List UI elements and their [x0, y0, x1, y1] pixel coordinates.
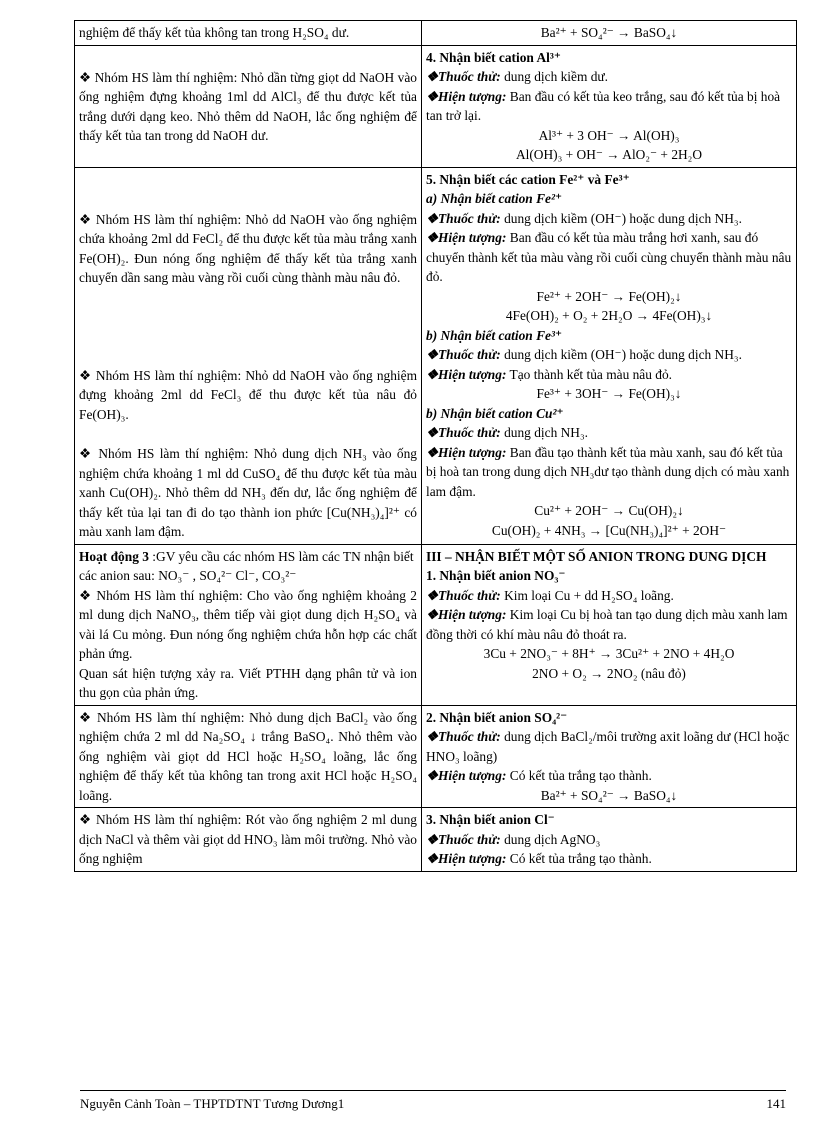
reagent-label: ❖Thuốc thử: — [426, 729, 501, 744]
phenomenon-line — [426, 766, 792, 786]
section-title: 5. Nhận biết các cation Fe²⁺ và Fe³⁺ — [426, 171, 630, 187]
phenomenon-line — [426, 605, 792, 644]
left-cell — [75, 544, 422, 705]
phenomenon-label: ❖Hiện tượng: — [426, 768, 507, 783]
right-cell — [422, 21, 797, 46]
paragraph: ❖ Nhóm HS làm thí nghiệm: Nhỏ dung dịch BaCl₂ vào ống nghiệm chứa 2 ml dd Na₂SO₄ ↓ trắng BaSO₄. Nhỏ thêm vào ống nghiệm vài giọt dd HCl hoặc H₂SO₄ loãng, lắc ống nghiệm để thấy kết tủa không tan trong axit HCl hoặc H₂SO₄ loãng. — [79, 709, 417, 803]
equation: Cu²⁺ + 2OH⁻ → Cu(OH)₂↓ — [534, 503, 684, 518]
subsection-title: b) Nhận biết cation Fe³⁺ — [426, 327, 563, 343]
equation: 3Cu + 2NO₃⁻ + 8H⁺ → 3Cu²⁺ + 2NO + 4H₂O — [483, 646, 735, 661]
subsection-title: b) Nhận biết cation Cu²⁺ — [426, 405, 564, 421]
reagent-text: Kim loại Cu + dd H₂SO₄ loãng. — [504, 587, 674, 603]
phenomenon-text: Ban đầu có kết tủa màu trắng hơi xanh, sau đó chuyển thành kết tủa màu vàng rồi cuối cùng chuyển thành màu nâu đỏ. — [426, 230, 792, 284]
reagent-label: ❖Thuốc thử: — [426, 831, 501, 847]
equation: Al³⁺ + 3 OH⁻ → Al(OH)₃ — [538, 127, 680, 143]
right-cell — [422, 705, 797, 808]
equation: 4Fe(OH)₂ + O₂ + 2H₂O → 4Fe(OH)₃↓ — [505, 308, 713, 323]
content-table — [74, 20, 797, 872]
equation: Al(OH)₃ + OH⁻ → AlO₂⁻ + 2H₂O — [515, 147, 703, 162]
reagent-text: dung dịch kiềm (OH⁻) hoặc dung dịch NH₃. — [504, 210, 742, 226]
reagent-line — [426, 423, 792, 443]
phenomenon-text: Có kết tủa trắng tạo thành. — [509, 851, 652, 866]
left-cell — [75, 21, 422, 46]
paragraph: ❖ Nhóm HS làm thí nghiệm: Nhỏ dd NaOH vào ống nghiệm đựng khoảng 2ml dd FeCl₃ để thu được kết tủa nâu đỏ Fe(OH)₃. — [79, 367, 417, 422]
phenomenon-label: ❖Hiện tượng: — [426, 444, 507, 460]
phenomenon-line — [426, 443, 792, 502]
reagent-label: ❖Thuốc thử: — [426, 347, 501, 362]
subsection-title: 1. Nhận biết anion NO₃⁻ — [426, 568, 566, 583]
reagent-text: dung dịch kiềm (OH⁻) hoặc dung dịch NH₃. — [504, 347, 742, 362]
left-cell — [75, 167, 422, 544]
reagent-line — [426, 345, 792, 365]
paragraph: Quan sát hiện tượng xảy ra. Viết PTHH dạng phân tử và ion thu gọn của phản ứng. — [79, 665, 417, 700]
equation: Fe²⁺ + 2OH⁻ → Fe(OH)₂↓ — [536, 288, 682, 304]
reagent-line — [426, 727, 792, 766]
activity-line — [79, 547, 417, 586]
activity-label: Hoạt động 3 — [79, 548, 149, 564]
phenomenon-label: ❖Hiện tượng: — [426, 230, 507, 245]
left-cell — [75, 705, 422, 808]
phenomenon-line — [426, 87, 792, 126]
section-title: III – NHẬN BIẾT MỘT SỐ ANION TRONG DUNG DỊCH — [426, 548, 767, 564]
phenomenon-line — [426, 849, 792, 869]
table-row — [75, 808, 797, 872]
right-cell — [422, 544, 797, 705]
equation: Ba²⁺ + SO₄²⁻ → BaSO₄↓ — [540, 25, 678, 40]
phenomenon-line — [426, 365, 792, 385]
subsection-title: a) Nhận biết cation Fe²⁺ — [426, 191, 563, 206]
paragraph: nghiệm để thấy kết tủa không tan trong H₂SO₄ dư. — [79, 25, 350, 40]
reagent-text: dung dịch kiềm dư. — [504, 69, 609, 84]
phenomenon-text: Ban đầu có kết tủa keo trắng, sau đó kết tủa bị hoà tan trở lại. — [426, 88, 781, 123]
reagent-label: ❖Thuốc thử: — [426, 69, 501, 84]
phenomenon-text: Tạo thành kết tủa màu nâu đỏ. — [509, 366, 673, 382]
table-row — [75, 167, 797, 544]
table-row — [75, 45, 797, 167]
reagent-label: ❖Thuốc thử: — [426, 587, 501, 603]
reagent-line — [426, 67, 792, 87]
table-row — [75, 544, 797, 705]
right-cell — [422, 45, 797, 167]
right-cell — [422, 167, 797, 544]
subsection-title: 3. Nhận biết anion Cl⁻ — [426, 812, 555, 827]
page-number: 141 — [766, 1096, 786, 1111]
phenomenon-line — [426, 228, 792, 287]
phenomenon-label: ❖Hiện tượng: — [426, 366, 507, 382]
left-cell — [75, 808, 422, 872]
equation: Cu(OH)₂ + 4NH₃ → [Cu(NH₃)₄]²⁺ + 2OH⁻ — [491, 522, 727, 538]
table-row — [75, 705, 797, 808]
reagent-text: dung dịch AgNO₃ — [504, 831, 601, 847]
reagent-text: dung dịch NH₃. — [504, 425, 588, 440]
activity-text: :GV yêu cầu các nhóm HS làm các TN nhận biết các anion sau: NO₃⁻ , SO₄²⁻ Cl⁻, CO₃²⁻ — [79, 548, 414, 583]
table-row — [75, 21, 797, 46]
reagent-label: ❖Thuốc thử: — [426, 425, 501, 440]
phenomenon-text: Có kết tủa trắng tạo thành. — [509, 768, 652, 783]
paragraph: ❖ Nhóm HS làm thí nghiệm: Rót vào ống nghiệm 2 ml dung dịch NaCl và thêm vài giọt dd HNO₃ làm môi trường. Nhỏ vào ống nghiệm — [79, 812, 417, 866]
paragraph: ❖ Nhóm HS làm thí nghiệm: Nhỏ dd NaOH vào ống nghiệm chứa khoảng 2ml dd FeCl₂ để thu được kết tủa màu trắng xanh Fe(OH)₂. Đun nóng ống nghiệm để thấy kết tủa trắng xanh chuyển dần sang màu vàng rồi cuối cùng thành màu nâu đỏ. — [79, 211, 417, 285]
equation: Fe³⁺ + 3OH⁻ → Fe(OH)₃↓ — [536, 386, 682, 401]
phenomenon-label: ❖Hiện tượng: — [426, 607, 507, 622]
equation: 2NO + O₂ → 2NO₂ (nâu đỏ) — [532, 665, 686, 681]
reagent-label: ❖Thuốc thử: — [426, 210, 501, 226]
page-footer — [80, 1090, 786, 1111]
paragraph: ❖ Nhóm HS làm thí nghiệm: Cho vào ống nghiệm khoảng 2 ml dung dịch NaNO₃, thêm tiếp vài giọt dung dịch H₂SO₄ và vài lá Cu mỏng. Đun nóng ống nghiệm chứa hỗn hợp các chất phản ứng. — [79, 587, 417, 661]
section-title: 4. Nhận biết cation Al³⁺ — [426, 49, 561, 65]
phenomenon-label: ❖Hiện tượng: — [426, 851, 507, 866]
subsection-title: 2. Nhận biết anion SO₄²⁻ — [426, 709, 568, 725]
right-cell — [422, 808, 797, 872]
footer-author: Nguyễn Cảnh Toàn – THPTDTNT Tương Dương1 — [80, 1096, 345, 1111]
reagent-text: dung dịch BaCl₂/môi trường axit loãng dư (HCl hoặc HNO₃ loãng) — [426, 729, 790, 764]
phenomenon-text: Kim loại Cu bị hoà tan tạo dung dịch màu xanh lam đồng thời có khí màu nâu đỏ thoát ra. — [426, 607, 788, 642]
equation: Ba²⁺ + SO₄²⁻ → BaSO₄↓ — [540, 787, 678, 803]
phenomenon-text: Ban đầu tạo thành kết tủa màu xanh, sau đó kết tủa bị hoà tan trong dung dịch NH₃dư tạo thành dung dịch có màu xanh lam đậm. — [426, 444, 790, 499]
reagent-line — [426, 586, 792, 606]
paragraph: ❖ Nhóm HS làm thí nghiệm: Nhỏ dung dịch NH₃ vào ống nghiệm chứa khoảng 1 ml dd CuSO₄ để thu được kết tủa màu xanh Cu(OH)₂. Nhỏ thêm dd NH₃ đến dư, lắc ống nghiệm để thấy kết tủa lại tan đi do tạo thành ion phức [Cu(NH₃)₄]²⁺ có màu xanh lam đậm. — [79, 446, 417, 539]
paragraph: ❖ Nhóm HS làm thí nghiệm: Nhỏ dần từng giọt dd NaOH vào ống nghiệm đựng khoảng 1ml dd AlCl₃ để thu được kết tủa trắng dưới dạng keo. Nhỏ thêm dd NaOH, lắc ống nghiệm để thấy kết tủa tan trong dd NaOH dư. — [79, 69, 417, 143]
left-cell — [75, 45, 422, 167]
phenomenon-label: ❖Hiện tượng: — [426, 88, 507, 104]
reagent-line — [426, 830, 792, 850]
reagent-line — [426, 209, 792, 229]
